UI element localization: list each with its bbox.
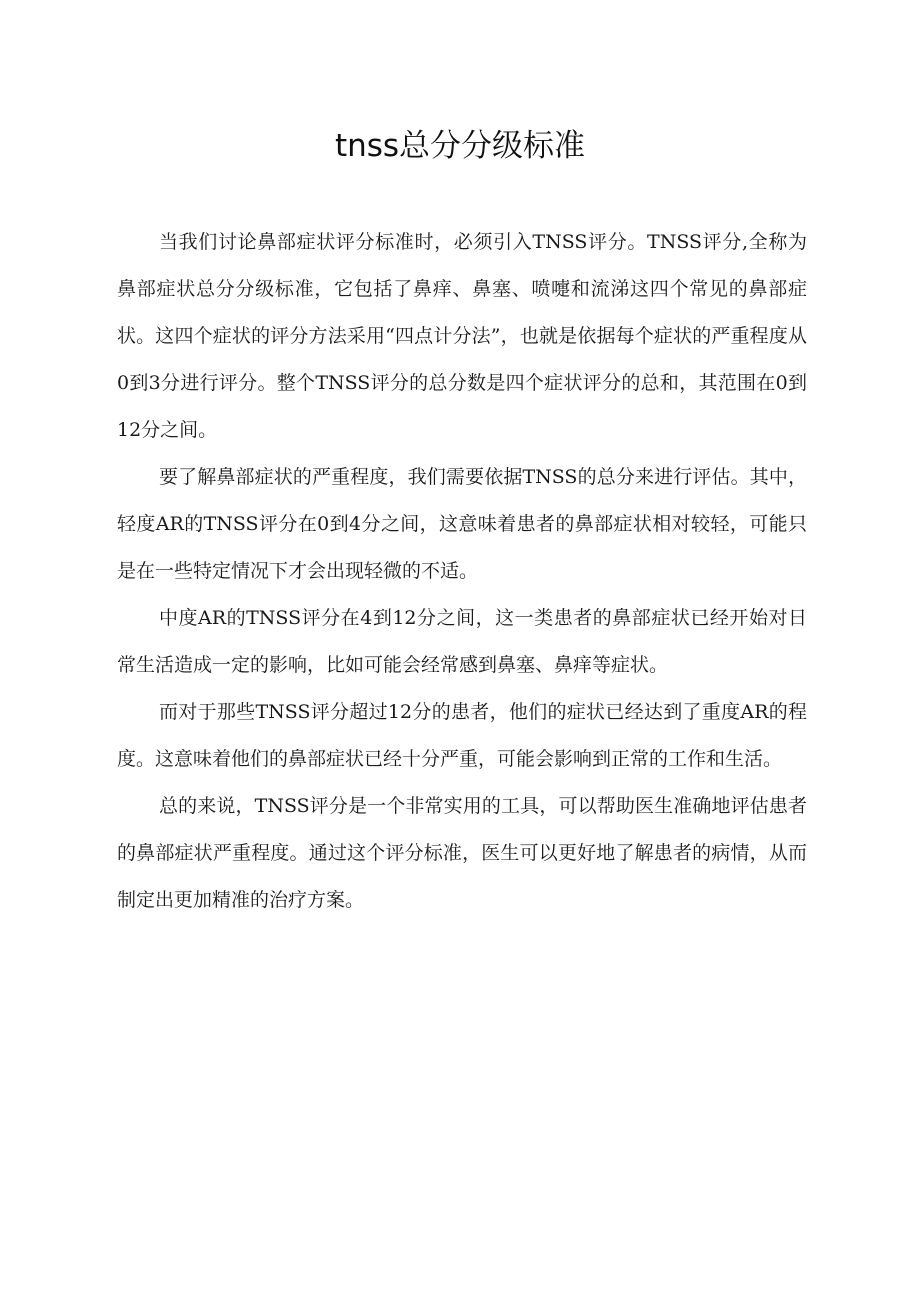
paragraph-severe-ar: 而对于那些TNSS评分超过12分的患者，他们的症状已经达到了重度AR的程度。这意味着他们的鼻部症状已经十分严重，可能会影响到正常的工作和生活。	[117, 701, 807, 770]
paragraph-tnss-intro: 当我们讨论鼻部症状评分标准时，必须引入TNSS评分。TNSS评分,全称为鼻部症状总分分级标准，它包括了鼻痒、鼻塞、喷嚏和流涕这四个常见的鼻部症状。这四个症状的评分方法采用“四点计分法”，也就是依据每个症状的严重程度从0到3分进行评分。整个TNSS评分的总分数是四个症状评分的总和，其范围在0到12分之间。	[117, 231, 807, 441]
paragraph-moderate-ar: 中度AR的TNSS评分在4到12分之间，这一类患者的鼻部症状已经开始对日常生活造成一定的影响，比如可能会经常感到鼻塞、鼻痒等症状。	[117, 607, 807, 676]
paragraph-conclusion: 总的来说，TNSS评分是一个非常实用的工具，可以帮助医生准确地评估患者的鼻部症状严重程度。通过这个评分标准，医生可以更好地了解患者的病情，从而制定出更加精准的治疗方案。	[117, 795, 807, 911]
paragraph-mild-ar: 要了解鼻部症状的严重程度，我们需要依据TNSS的总分来进行评估。其中，轻度AR的TNSS评分在0到4分之间，这意味着患者的鼻部症状相对较轻，可能只是在一些特定情况下才会出现轻微的不适。	[117, 466, 807, 582]
document-body	[117, 219, 807, 924]
document-title: tnss总分分级标准	[334, 128, 586, 164]
